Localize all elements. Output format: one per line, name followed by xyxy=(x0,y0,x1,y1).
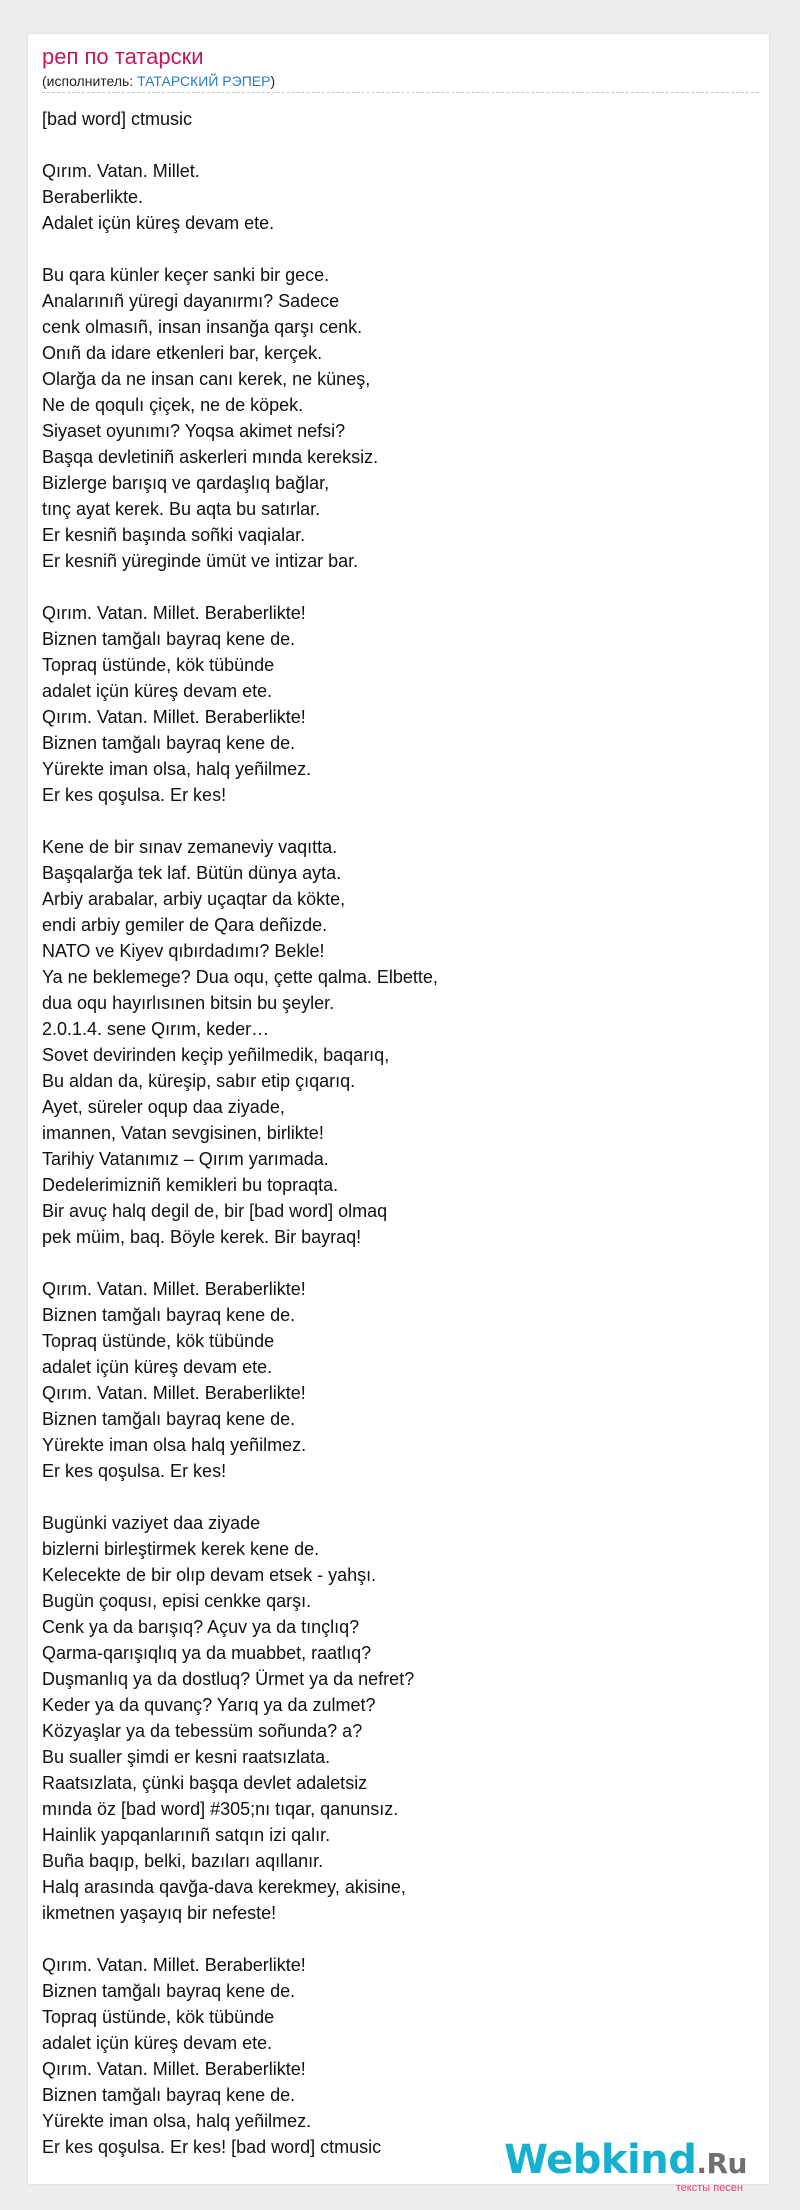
lyric-line: Bizlerge barışıq ve qardaşlıq bağlar, xyxy=(42,473,330,493)
lyrics-body xyxy=(42,106,742,2160)
lyric-line: Bu qara künler keçer sanki bir gece. xyxy=(42,265,330,285)
lyric-line: Başqa devletiniñ askerleri mında kereksiz. xyxy=(42,447,379,467)
lyric-line: Bugün çoqusı, episi cenkke qarşı. xyxy=(42,1591,312,1611)
lyric-line: bizlerni birleştirmek kerek kene de. xyxy=(42,1539,320,1559)
lyric-line: tınç ayat kerek. Bu aqta bu satırlar. xyxy=(42,499,321,519)
lyric-line: Topraq üstünde, kök tübünde xyxy=(42,2007,275,2027)
lyric-line: Bu sualler şimdi er kesni raatsızlata. xyxy=(42,1747,331,1767)
lyric-line: ikmetnen yaşayıq bir nefeste! xyxy=(42,1903,277,1923)
artist-suffix: ) xyxy=(270,73,276,89)
stanza-break xyxy=(42,808,742,834)
site-watermark[interactable] xyxy=(504,2138,747,2194)
lyrics-card xyxy=(28,34,769,2194)
stanza-break xyxy=(42,574,742,600)
lyric-line: Er kesniñ yüreginde ümüt ve intizar bar. xyxy=(42,551,359,571)
lyric-line: Biznen tamğalı bayraq kene de. xyxy=(42,2085,296,2105)
watermark-brand: Webkind xyxy=(503,2137,697,2183)
stanza-break xyxy=(42,236,742,262)
lyric-line: Sovet devirinden keçip yeñilmedik, baqarıq, xyxy=(42,1045,390,1065)
header-divider xyxy=(42,92,759,93)
watermark-logo xyxy=(504,2138,747,2186)
lyric-line: 2.0.1.4. sene Qırım, keder… xyxy=(42,1019,270,1039)
lyric-line: Halq arasında qavğa-dava kerekmey, akisine, xyxy=(42,1877,406,1897)
lyric-line: adalet içün küreş devam ete. xyxy=(42,1357,273,1377)
lyric-line: Hainlik yapqanlarınıñ satqın izi qalır. xyxy=(42,1825,331,1845)
lyric-line: Qırım. Vatan. Millet. xyxy=(42,161,200,181)
lyric-line: Siyaset oyunımı? Yoqsa akimet nefsi? xyxy=(42,421,346,441)
lyric-line: Kene de bir sınav zemaneviy vaqıtta. xyxy=(42,837,338,857)
lyric-line: Olarğa da ne insan canı kerek, ne küneş, xyxy=(42,369,371,389)
lyric-line: Qırım. Vatan. Millet. Beraberlikte! xyxy=(42,707,306,727)
lyric-line: dua oqu hayırlısınen bitsin bu şeyler. xyxy=(42,993,335,1013)
lyric-line: Analarınıñ yüregi dayanırmı? Sadece xyxy=(42,291,340,311)
lyric-line: Başqalarğa tek laf. Bütün dünya ayta. xyxy=(42,863,342,883)
lyric-line: Bugünki vaziyet daa ziyade xyxy=(42,1513,261,1533)
lyric-line: adalet içün küreş devam ete. xyxy=(42,2033,273,2053)
lyric-line: Keder ya da quvanç? Yarıq ya da zulmet? xyxy=(42,1695,376,1715)
lyric-line: Arbiy arabalar, arbiy uçaqtar da kökte, xyxy=(42,889,346,909)
artist-line xyxy=(42,72,759,90)
lyric-line: Qırım. Vatan. Millet. Beraberlikte! xyxy=(42,1279,306,1299)
lyric-line: Ayet, süreler oqup daa ziyade, xyxy=(42,1097,285,1117)
stanza-break xyxy=(42,1484,742,1510)
lyric-line: Raatsızlata, çünki başqa devlet adaletsiz xyxy=(42,1773,368,1793)
lyric-line: Tarihiy Vatanımız – Qırım yarımada. xyxy=(42,1149,329,1169)
lyric-line: imannen, Vatan sevgisinen, birlikte! xyxy=(42,1123,324,1143)
lyric-line: Yürekte iman olsa halq yeñilmez. xyxy=(42,1435,307,1455)
lyric-line: Biznen tamğalı bayraq kene de. xyxy=(42,1305,296,1325)
lyric-line: Topraq üstünde, kök tübünde xyxy=(42,1331,275,1351)
lyric-line: Qırım. Vatan. Millet. Beraberlikte! xyxy=(42,1383,306,1403)
watermark-tagline: тексты песен xyxy=(675,2182,743,2194)
lyric-line: [bad word] ctmusic xyxy=(42,109,193,129)
lyric-line: Bir avuç halq degil de, bir [bad word] olmaq xyxy=(42,1201,388,1221)
lyric-line: Buña baqıp, belki, bazıları aqıllanır. xyxy=(42,1851,324,1871)
lyric-line: Biznen tamğalı bayraq kene de. xyxy=(42,733,296,753)
lyric-line: cenk olmasıñ, insan insanğa qarşı cenk. xyxy=(42,317,363,337)
lyric-line: endi arbiy gemiler de Qara deñizde. xyxy=(42,915,328,935)
artist-prefix: (исполнитель: xyxy=(42,73,138,89)
lyric-line: Qırım. Vatan. Millet. Beraberlikte! xyxy=(42,1955,306,1975)
lyric-line: Beraberlikte. xyxy=(42,187,144,207)
lyric-line: Biznen tamğalı bayraq kene de. xyxy=(42,1409,296,1429)
lyric-line: Bu aldan da, küreşip, sabır etip çıqarıq. xyxy=(42,1071,356,1091)
lyric-line: Er kesniñ başında soñki vaqialar. xyxy=(42,525,306,545)
lyric-line: Qarma-qarışıqlıq ya da muabbet, raatlıq? xyxy=(42,1643,372,1663)
lyric-line: Adalet içün küreş devam ete. xyxy=(42,213,275,233)
stanza-break xyxy=(42,132,742,158)
lyric-line: Topraq üstünde, kök tübünde xyxy=(42,655,275,675)
lyric-line: Er kes qoşulsa. Er kes! [bad word] ctmusic xyxy=(42,2137,382,2157)
song-header xyxy=(42,44,759,90)
lyric-line: Qırım. Vatan. Millet. Beraberlikte! xyxy=(42,2059,306,2079)
stanza-break xyxy=(42,1926,742,1952)
lyric-line: Er kes qoşulsa. Er kes! xyxy=(42,785,227,805)
lyric-line: pek müim, baq. Böyle kerek. Bir bayraq! xyxy=(42,1227,362,1247)
watermark-tld: .Ru xyxy=(696,2147,747,2180)
song-title: реп по татарски xyxy=(42,44,204,69)
lyric-line: NATO ve Kiyev qıbırdadımı? Bekle! xyxy=(42,941,325,961)
lyric-line: Dedelerimizniñ kemikleri bu topraqta. xyxy=(42,1175,339,1195)
lyric-line: Ne de qoqulı çiçek, ne de köpek. xyxy=(42,395,304,415)
lyric-line: Kelecekte de bir olıp devam etsek - yahşı. xyxy=(42,1565,377,1585)
lyric-line: Yürekte iman olsa, halq yeñilmez. xyxy=(42,759,312,779)
lyric-line: Onıñ da idare etkenleri bar, kerçek. xyxy=(42,343,323,363)
lyric-line: Qırım. Vatan. Millet. Beraberlikte! xyxy=(42,603,306,623)
lyric-line: Biznen tamğalı bayraq kene de. xyxy=(42,1981,296,2001)
artist-link[interactable]: ТАТАРСКИЙ РЭПЕР xyxy=(137,73,271,89)
stanza-break xyxy=(42,1250,742,1276)
lyric-line: Yürekte iman olsa, halq yeñilmez. xyxy=(42,2111,312,2131)
lyric-line: mında öz [bad word] #305;nı tıqar, qanunsız. xyxy=(42,1799,399,1819)
lyric-line: Duşmanlıq ya da dostluq? Ürmet ya da nefret? xyxy=(42,1669,415,1689)
lyric-line: adalet içün küreş devam ete. xyxy=(42,681,273,701)
lyric-line: Közyaşlar ya da tebessüm soñunda? a? xyxy=(42,1721,363,1741)
lyric-line: Cenk ya da barışıq? Açuv ya da tınçlıq? xyxy=(42,1617,360,1637)
lyric-line: Er kes qoşulsa. Er kes! xyxy=(42,1461,227,1481)
lyric-line: Biznen tamğalı bayraq kene de. xyxy=(42,629,296,649)
lyric-line: Ya ne beklemege? Dua oqu, çette qalma. Elbette, xyxy=(42,967,438,987)
